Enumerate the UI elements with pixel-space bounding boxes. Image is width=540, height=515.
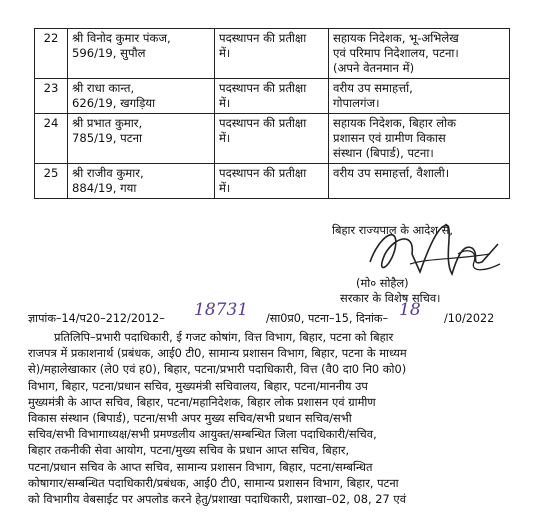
new-posting-cell-line: वरीय उप समाहर्त्ता, वैशाली।	[333, 166, 450, 180]
order-line: बिहार राज्यपाल के आदेश से,	[332, 223, 453, 237]
table-row	[35, 29, 510, 79]
new-posting-cell-line: एवं परिमाप निदेशालय, पटना।	[333, 46, 459, 60]
officer-name-cell-line: 785/19, पटना	[72, 131, 143, 145]
signatory-title: सरकार के विशेष सचिव।	[340, 291, 441, 305]
copy-to-paragraph	[28, 329, 494, 507]
new-posting-cell-line: वरीय उप समाहर्त्ता,	[333, 81, 413, 95]
table-row	[35, 114, 510, 164]
copy-to-line: विभाग, बिहार, पटना/प्रधान सचिव, मुख्यमंत्री सचिवालय, बिहार, पटना/माननीय उप	[28, 378, 368, 393]
memo-number-handwritten: 18731	[194, 300, 249, 320]
officer-name-cell-line: श्री राजीव कुमार,	[72, 166, 144, 180]
current-status-cell-line: में।	[219, 96, 231, 110]
table-row	[35, 164, 510, 199]
memo-day-handwritten: 18	[399, 300, 421, 320]
current-status-cell	[215, 164, 329, 199]
officer-name-cell-line: 596/19, सुपौल	[72, 46, 146, 60]
copy-to-line: को विभागीय वेबसाईट पर अपलोड करने हेतु/प्रशाखा पदाधिकारी, प्रशाखा–02, 08, 27 एवं	[28, 492, 407, 507]
new-posting-cell-line: प्रशासन एवं ग्रामीण विकास	[333, 131, 446, 145]
copy-to-line: कोषागार/सम्बन्धित पदाधिकारी/प्रबंधक, आई0 टी0, सामान्य प्रशासन विभाग, बिहार, पटना	[28, 475, 399, 490]
officer-name-cell-line: श्री प्रभात कुमार,	[72, 116, 143, 130]
officer-name-cell	[68, 164, 215, 199]
new-posting-cell	[329, 29, 510, 79]
current-status-cell-line: में।	[219, 181, 231, 195]
current-status-cell	[215, 79, 329, 114]
new-posting-cell-line: (अपने वेतनमान में)	[333, 61, 415, 75]
current-status-cell-line: पदस्थापन की प्रतीक्षा	[219, 81, 307, 95]
current-status-cell	[215, 29, 329, 79]
serial-number-cell: 25	[35, 164, 68, 199]
officer-name-cell	[68, 79, 215, 114]
officer-name-cell	[68, 114, 215, 164]
memo-prefix: ज्ञापांक–14/प20–212/2012–	[28, 312, 165, 325]
new-posting-cell-line: संस्थान (बिपार्ड), पटना।	[333, 146, 434, 160]
copy-to-line: मुख्यमंत्री के आप्त सचिव, बिहार, पटना/महानिदेशक, बिहार लोक प्रशासन एवं ग्रामीण	[28, 394, 376, 409]
serial-number-cell: 22	[35, 29, 68, 79]
copy-to-line: पटना/प्रधान सचिव के आप्त सचिव, सामान्य प्रशासन विभाग, बिहार, पटना/सम्बन्धित	[28, 459, 373, 474]
new-posting-cell	[329, 164, 510, 199]
current-status-cell-line: पदस्थापन की प्रतीक्षा	[219, 116, 307, 130]
new-posting-cell-line: सहायक निदेशक, भू-अभिलेख	[333, 31, 459, 45]
new-posting-cell	[329, 114, 510, 164]
officer-name-cell-line: 884/19, गया	[72, 181, 137, 195]
current-status-cell-line: पदस्थापन की प्रतीक्षा	[219, 166, 307, 180]
copy-to-line: सचिव/सभी विभागाध्यक्ष/सभी प्रमण्डलीय आयुक्त/सम्बन्धित जिला पदाधिकारी/सचिव,	[28, 427, 377, 442]
new-posting-cell-line: सहायक निदेशक, बिहार लोक	[333, 116, 457, 130]
table-row	[35, 79, 510, 114]
officer-name-cell-line: श्री विनोद कुमार पंकज,	[72, 31, 171, 45]
copy-to-line: से)/महालेखाकार (ले0 एवं ह0), बिहार, पटना/प्रभारी पदाधिकारी, वित्त (वै0 दा0 नि0 को0)	[28, 362, 407, 377]
signatory-name: (मो० सोहैल)	[356, 276, 409, 290]
current-status-cell-line: में।	[219, 46, 231, 60]
copy-to-line: राजपत्र में प्रकाशनार्थ (प्रबंधक, आई0 टी0, सामान्य प्रशासन विभाग, बिहार, पटना के माध्यम	[28, 346, 407, 361]
current-status-cell	[215, 114, 329, 164]
serial-number-cell: 23	[35, 79, 68, 114]
copy-to-line: प्रतिलिपि–प्रभारी पदाधिकारी, ई गजट कोषांग, वित्त विभाग, बिहार, पटना को बिहार	[54, 330, 394, 344]
current-status-cell-line: में।	[219, 131, 231, 145]
officer-name-cell	[68, 29, 215, 79]
new-posting-cell-line: गोपालगंज।	[333, 96, 380, 110]
current-status-cell-line: पदस्थापन की प्रतीक्षा	[219, 31, 307, 45]
copy-to-line: विकास संस्थान (बिपार्ड), पटना/सभी अपर मुख्य सचिव/सभी प्रधान सचिव/सभी	[28, 411, 352, 426]
memo-middle: /सा0प्र0, पटना–15, दिनांक–	[266, 312, 389, 325]
copy-to-line: बिहार तकनीकी सेवा आयोग, पटना/मुख्य सचिव के प्रधान आप्त सचिव, बिहार,	[28, 443, 350, 458]
new-posting-cell	[329, 79, 510, 114]
memo-suffix: /10/2022	[444, 312, 495, 325]
serial-number-cell: 24	[35, 114, 68, 164]
officer-name-cell-line: 626/19, खगड़िया	[72, 96, 156, 110]
posting-table	[34, 28, 510, 199]
officer-name-cell-line: श्री राधा कान्त,	[72, 81, 135, 95]
